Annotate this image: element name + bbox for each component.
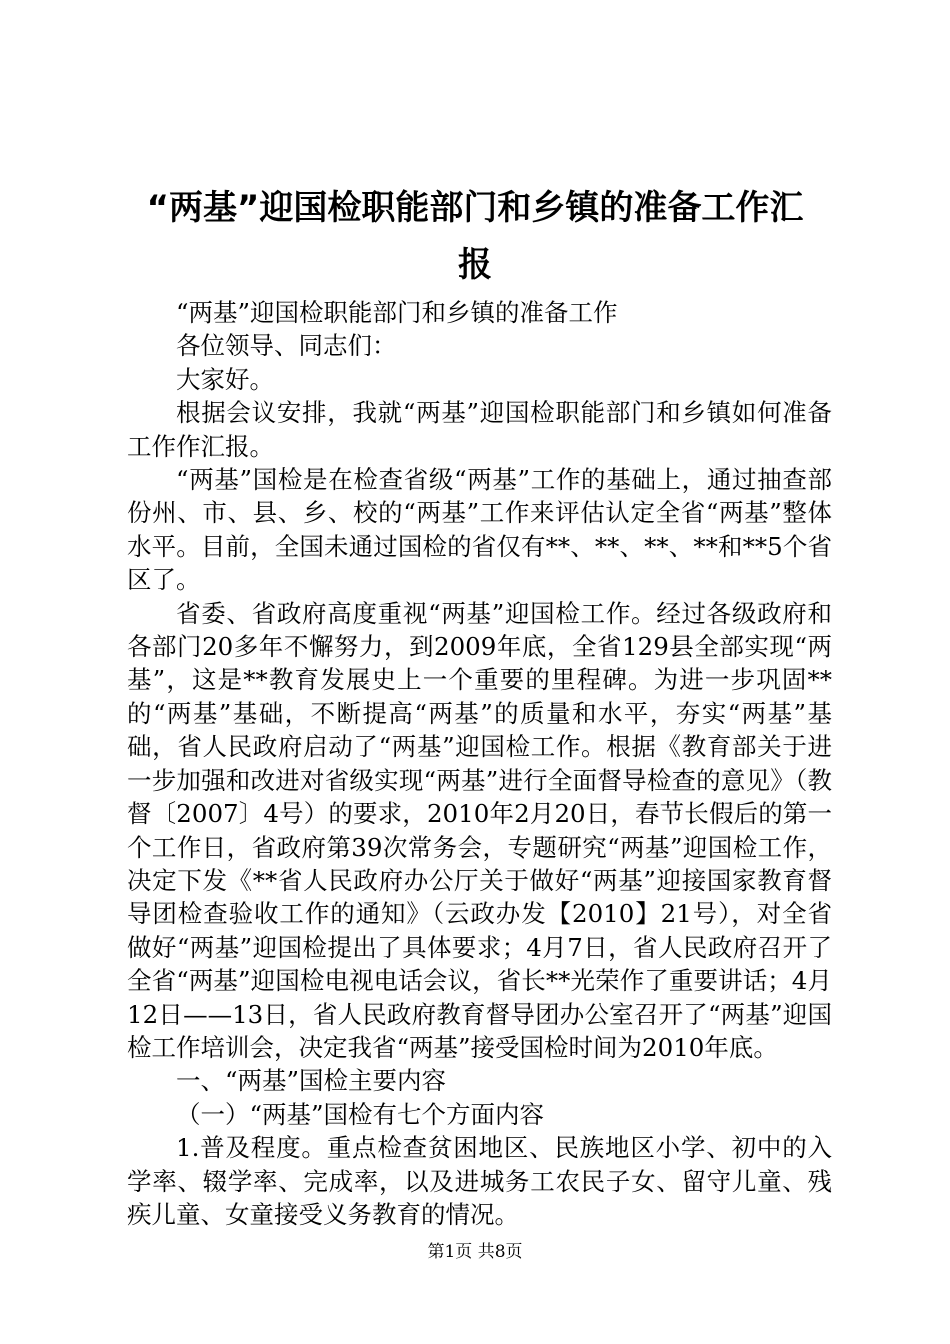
title-line-2: 报 <box>458 245 492 285</box>
paragraph-subtitle: “两基”迎国检职能部门和乡镇的准备工作 <box>176 298 618 327</box>
page-number-footer: 第1页 共8页 <box>427 1242 523 1262</box>
document-title <box>110 180 840 294</box>
paragraph-intro: 根据会议安排，我就“两基”迎国检职能部门和乡镇如何准备工作作汇报。 <box>127 398 832 461</box>
document-body <box>127 296 832 1231</box>
paragraph-salutation: 各位领导、同志们： <box>176 331 397 361</box>
paragraph-item-1: 1.普及程度。重点检查贫困地区、民族地区小学、初中的入学率、辍学率、完成率，以及进城务工农民子女、留守儿童、残疾儿童、女童接受义务教育的情况。 <box>127 1133 832 1229</box>
title-line-1: “两基”迎国检职能部门和乡镇的准备工作汇 <box>146 188 804 228</box>
subsection-heading: （一）“两基”国检有七个方面内容 <box>176 1099 545 1129</box>
paragraph-background: “两基”国检是在检查省级“两基”工作的基础上，通过抽查部份州、市、县、乡、校的“两基”工作来评估认定全省“两基”整体水平。目前，全国未通过国检的省仅有**、**、**、**和**5个省区了。 <box>127 465 832 595</box>
section-heading: 一、“两基”国检主要内容 <box>176 1066 447 1096</box>
paragraph-greeting: 大家好。 <box>176 364 274 394</box>
paragraph-progress: 省委、省政府高度重视“两基”迎国检工作。经过各级政府和各部门20多年不懈努力，到2009年底，全省129县全部实现“两基”，这是**教育发展史上一个重要的里程碑。为进一步巩固**的“两基”基础，不断提高“两基”的质量和水平，夯实“两基”基础，省人民政府启动了“两基”迎国检工作。根据《教育部关于进一步加强和改进对省级实现“两基”进行全面督导检查的意见》（教督〔2007〕4号）的要求，2010年2月20日，春节长假后的第一个工作日，省政府第39次常务会，专题研究“两基”迎国检工作，决定下发《**省人民政府办公厅关于做好“两基”迎接国家教育督导团检查验收工作的通知》（云政办发【2010】21号），对全省做好“两基”迎国检提出了具体要求；4月7日，省人民政府召开了全省“两基”迎国检电视电话会议，省长**光荣作了重要讲话；4月12日——13日，省人民政府教育督导团办公室召开了“两基”迎国检工作培训会，决定我省“两基”接受国检时间为2010年底。 <box>127 598 832 1062</box>
